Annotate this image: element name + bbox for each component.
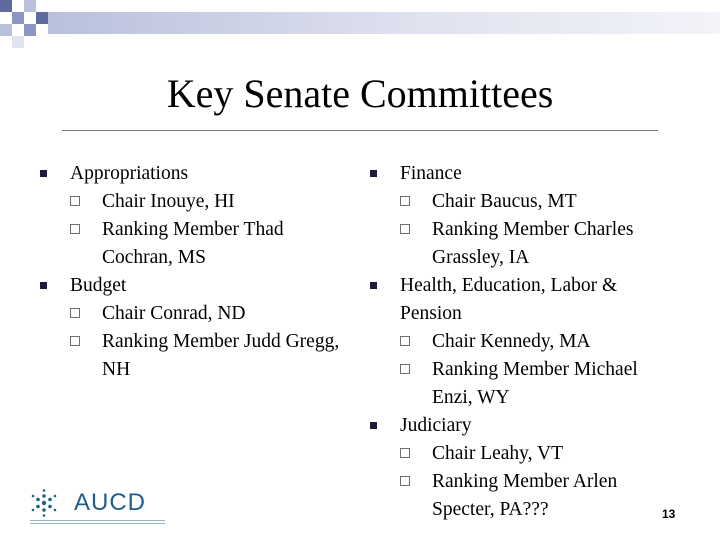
member-text: Ranking Member Arlen Specter, PA??? <box>432 471 618 520</box>
slide-title: Key Senate Committees <box>166 71 554 116</box>
member-item <box>70 216 340 272</box>
aucd-logo <box>30 488 165 528</box>
member-item <box>70 328 340 384</box>
checkbox-bullet-icon <box>70 196 80 206</box>
checkbox-bullet-icon <box>70 224 80 234</box>
committee-item <box>40 160 340 188</box>
checkbox-bullet-icon <box>400 224 410 234</box>
checkbox-bullet-icon <box>400 448 410 458</box>
right-column <box>370 160 660 524</box>
square-bullet-icon <box>370 282 377 289</box>
committee-name: Health, Education, Labor & Pension <box>400 275 618 324</box>
committee-item <box>370 160 660 188</box>
page-number: 13 <box>662 507 676 521</box>
member-text: Chair Inouye, HI <box>102 191 235 212</box>
member-text: Chair Leahy, VT <box>432 443 564 464</box>
square-bullet-icon <box>370 170 377 177</box>
committee-name: Judiciary <box>400 415 472 436</box>
member-text: Chair Baucus, MT <box>432 191 577 212</box>
member-item <box>400 440 660 468</box>
member-text: Ranking Member Thad Cochran, MS <box>102 219 284 268</box>
committee-item <box>370 412 660 440</box>
member-text: Chair Kennedy, MA <box>432 331 591 352</box>
header-square <box>24 24 36 36</box>
member-text: Ranking Member Charles Grassley, IA <box>432 219 634 268</box>
member-item <box>400 216 660 272</box>
header-square <box>0 24 12 36</box>
committee-item <box>40 272 340 300</box>
logo-tagline-lines <box>30 520 165 525</box>
header-square <box>12 12 24 24</box>
member-item <box>70 300 340 328</box>
member-item <box>70 188 340 216</box>
square-bullet-icon <box>40 170 47 177</box>
title-divider <box>62 130 658 131</box>
header-square <box>36 12 48 24</box>
member-item <box>400 468 660 524</box>
checkbox-bullet-icon <box>400 364 410 374</box>
member-item <box>400 356 660 412</box>
header-square <box>0 0 12 12</box>
member-text: Chair Conrad, ND <box>102 303 246 324</box>
checkbox-bullet-icon <box>400 476 410 486</box>
committee-name: Appropriations <box>70 163 189 184</box>
member-item <box>400 188 660 216</box>
member-text: Ranking Member Michael Enzi, WY <box>432 359 638 408</box>
committee-name: Budget <box>70 275 127 296</box>
header-square <box>12 36 24 48</box>
member-text: Ranking Member Judd Gregg, NH <box>102 331 340 380</box>
square-bullet-icon <box>40 282 47 289</box>
checkbox-bullet-icon <box>70 336 80 346</box>
checkbox-bullet-icon <box>70 308 80 318</box>
aucd-logo-text: AUCD <box>74 489 147 516</box>
checkbox-bullet-icon <box>400 336 410 346</box>
committee-name: Finance <box>400 163 462 184</box>
committee-item <box>370 272 660 328</box>
header-band <box>48 12 720 34</box>
aucd-logo-icon <box>30 488 70 518</box>
left-column <box>40 160 340 384</box>
checkbox-bullet-icon <box>400 196 410 206</box>
square-bullet-icon <box>370 422 377 429</box>
header-square <box>24 0 36 12</box>
member-item <box>400 328 660 356</box>
